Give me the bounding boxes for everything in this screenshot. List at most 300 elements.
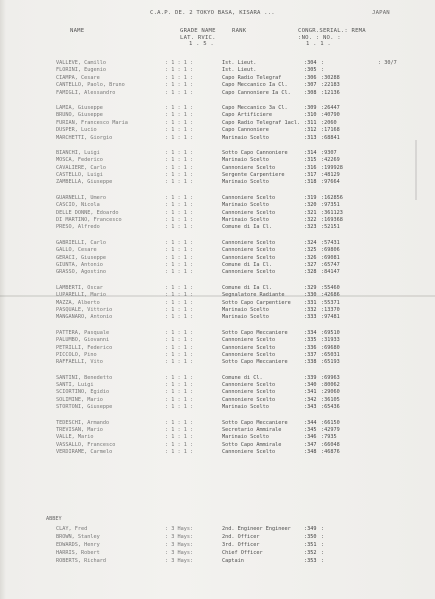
person-name: FLORINI, Eugenio <box>56 67 106 74</box>
abbey-label: ABBEY <box>46 516 62 522</box>
serial-cell: :338 <box>304 359 317 366</box>
grade-cell: : 1 : 1 : <box>165 67 194 74</box>
serial-cell: :336 <box>304 344 317 351</box>
serial-cell: :309 <box>304 104 317 111</box>
serial-cell: :331 <box>304 299 317 306</box>
header <box>0 0 435 60</box>
rank-cell: Cannoniere Scelto <box>222 254 276 261</box>
number-cell: :57431 <box>321 239 340 246</box>
personnel-row <box>0 157 435 164</box>
grade-cell: : 1 : 1 : <box>165 224 194 231</box>
rank-cell: Sergente Carpentiere <box>222 172 285 179</box>
personnel-row <box>0 375 435 382</box>
person-name: DELLE DONNE, Edoardo <box>56 209 119 216</box>
personnel-row <box>0 337 435 344</box>
serial-cell: :347 <box>304 441 317 448</box>
person-name: GABRIELLI, Carlo <box>56 239 106 246</box>
personnel-row <box>0 127 435 134</box>
serial-cell: :341 <box>304 389 317 396</box>
number-cell: : <box>321 542 325 548</box>
rank-cell: Cannoniere Scelto <box>222 382 276 389</box>
personnel-row <box>0 60 435 67</box>
serial-cell: :304 <box>304 60 317 66</box>
grade-cell: : 1 : 1 : <box>165 269 194 276</box>
rank-cell: Marinaio Scelto <box>222 134 269 141</box>
person-name: CIAMPA, Cesare <box>56 74 100 81</box>
rank-cell: Cannoniere Scelto <box>222 389 276 396</box>
grade-cell: : 1 : 1 : <box>165 157 194 164</box>
number-cell: :66048 <box>321 441 340 448</box>
serial-cell: :334 <box>304 329 317 336</box>
serial-cell: :305 <box>304 67 317 74</box>
rank-cell: Captain <box>222 558 244 564</box>
person-name: CANTELLO, Paolo, Bruno <box>56 82 125 89</box>
grade-cell: : 3 Hays: <box>165 558 194 564</box>
personnel-row <box>0 442 435 449</box>
grade-cell: : 1 : 1 : <box>165 112 194 119</box>
person-name: STORTONI, Giuseppe <box>56 404 113 411</box>
number-cell: :55371 <box>321 299 340 306</box>
personnel-row <box>0 352 435 359</box>
personnel-row <box>0 534 435 542</box>
personnel-row <box>0 112 435 119</box>
serial-cell: :318 <box>304 179 317 186</box>
grade-cell: : 1 : 1 : <box>165 261 194 268</box>
serial-cell: :308 <box>304 89 317 96</box>
personnel-row <box>0 307 435 314</box>
grade-cell: : 1 : 1 : <box>165 239 194 246</box>
grade-cell: : 1 : 1 : <box>165 434 194 441</box>
number-cell: :84147 <box>321 269 340 276</box>
person-name: LAMBERTI, Oscar <box>56 284 103 291</box>
number-cell: :55460 <box>321 284 340 291</box>
serial-cell: :324 <box>304 239 317 246</box>
serial-cell: :315 <box>304 157 317 164</box>
personnel-row <box>0 300 435 307</box>
number-cell: :40790 <box>321 112 340 119</box>
grade-cell: : 1 : 1 : <box>165 284 194 291</box>
serial-cell: :345 <box>304 427 317 434</box>
grade-cell: : 1 : 1 : <box>165 337 194 344</box>
person-name: VALLE, Mario <box>56 434 94 441</box>
number-cell: :52151 <box>321 224 340 231</box>
personnel-row <box>0 217 435 224</box>
serial-cell: :344 <box>304 419 317 426</box>
rank-cell: Cannoniere Scelto <box>222 164 276 171</box>
serial-cell: :310 <box>304 112 317 119</box>
personnel-row <box>0 195 435 202</box>
person-name: PALUMBO, Giovanni <box>56 337 110 344</box>
person-name: HARRIS, Robert <box>56 550 100 556</box>
serial-cell: :325 <box>304 247 317 254</box>
grade-cell: : 1 : 1 : <box>165 306 194 313</box>
person-name: TEDESCHI, Armando <box>56 419 110 426</box>
serial-cell: :313 <box>304 134 317 141</box>
personnel-row <box>0 255 435 262</box>
personnel-row <box>0 247 435 254</box>
number-cell: : <box>321 67 325 74</box>
person-name: FAMIGLI, Alessandro <box>56 89 116 96</box>
serial-cell: :342 <box>304 396 317 403</box>
rank-cell: Capo Cannoniere <box>222 127 269 134</box>
column-header-index: 1 . 5 . <box>189 41 214 47</box>
number-cell: :69806 <box>321 247 340 254</box>
serial-cell: :332 <box>304 306 317 313</box>
number-cell: :42979 <box>321 427 340 434</box>
personnel-row <box>0 224 435 231</box>
rank-cell: Capo Meccanico Ia Cl. <box>222 82 288 89</box>
number-cell: :68841 <box>321 134 340 141</box>
number-cell: :97481 <box>321 314 340 321</box>
rank-cell: Segnalatore Radiante <box>222 292 285 299</box>
person-name: PRESO, Alfredo <box>56 224 100 231</box>
number-cell: :199928 <box>321 164 343 171</box>
serial-cell: :314 <box>304 149 317 156</box>
personnel-row <box>0 526 435 534</box>
serial-cell: :350 <box>304 534 317 540</box>
person-name: GUARNELLI, Umero <box>56 194 106 201</box>
personnel-row <box>0 82 435 89</box>
grade-cell: : 3 Hays: <box>165 534 194 540</box>
number-cell: :26447 <box>321 104 340 111</box>
serial-cell: :323 <box>304 224 317 231</box>
rank-cell: Comune di Ia Cl. <box>222 261 272 268</box>
personnel-row <box>0 202 435 209</box>
rank-cell: Capo Radio Telegraf <box>222 74 282 81</box>
person-name: DUSPER, Lucio <box>56 127 97 134</box>
personnel-row <box>0 314 435 321</box>
personnel-row <box>0 558 435 566</box>
personnel-row <box>0 210 435 217</box>
person-name: PICCOLO, Pino <box>56 351 97 358</box>
person-name: BIANCHI, Luigi <box>56 149 100 156</box>
number-cell: :22183 <box>321 82 340 89</box>
rank-cell: Marinaio Scelto <box>222 404 269 411</box>
grade-cell: : 3 Hays: <box>165 550 194 556</box>
personnel-row <box>0 550 435 558</box>
number-cell: :30288 <box>321 74 340 81</box>
document-location: JAPAN <box>372 10 390 16</box>
serial-cell: :311 <box>304 119 317 126</box>
grade-cell: : 1 : 1 : <box>165 449 194 456</box>
serial-cell: :352 <box>304 550 317 556</box>
personnel-row <box>0 262 435 269</box>
rank-cell: Chief Officer <box>222 550 263 556</box>
personnel-row <box>0 389 435 396</box>
grade-cell: : 1 : 1 : <box>165 382 194 389</box>
personnel-row <box>0 449 435 456</box>
grade-cell: : 1 : 1 : <box>165 359 194 366</box>
rank-cell: Ist. Lieut. <box>222 60 257 66</box>
personnel-row <box>0 404 435 411</box>
person-name: DI MARTINO, Francesco <box>56 217 122 224</box>
serial-cell: :317 <box>304 172 317 179</box>
number-cell: : <box>321 534 325 540</box>
personnel-row <box>0 67 435 74</box>
remarks-cell: : 30/7 <box>378 60 397 66</box>
column-header-name: NAME <box>70 28 85 34</box>
rank-cell: Cannoniere Scelto <box>222 239 276 246</box>
personnel-row <box>0 90 435 97</box>
rank-cell: Comune di Cl. <box>222 374 263 381</box>
column-header-rank: RANK <box>232 28 247 34</box>
number-cell: :9307 <box>321 149 337 156</box>
number-cell: :2060 <box>321 119 337 126</box>
person-name: VASSALLO, Francesco <box>56 441 116 448</box>
personnel-row <box>0 420 435 427</box>
number-cell: :48129 <box>321 172 340 179</box>
personnel-row <box>0 120 435 127</box>
person-name: GERACI, Giuseppe <box>56 254 106 261</box>
number-cell: :169368 <box>321 217 343 224</box>
personnel-list <box>0 60 435 457</box>
grade-cell: : 1 : 1 : <box>165 292 194 299</box>
number-cell: :97351 <box>321 202 340 209</box>
personnel-row <box>0 285 435 292</box>
person-name: LUPARELLI, Mario <box>56 292 106 299</box>
rank-cell: Sotto Capo Meccaniere <box>222 359 288 366</box>
rank-cell: Sotto Capo Meccaniere <box>222 329 288 336</box>
number-cell: :29060 <box>321 389 340 396</box>
rank-cell: Cannoniere Scelto <box>222 351 276 358</box>
person-name: FURIAN, Francesco Maria <box>56 119 128 126</box>
person-name: GALLO, Cesare <box>56 247 97 254</box>
personnel-row <box>0 135 435 142</box>
person-name: RAFFAELLI, Vito <box>56 359 103 366</box>
number-cell: :69081 <box>321 254 340 261</box>
serial-cell: :339 <box>304 374 317 381</box>
number-cell: : <box>321 60 325 66</box>
rank-cell: Secretario Ammirale <box>222 427 282 434</box>
person-name: BROWN, Stanley <box>56 534 100 540</box>
person-name: SCIORTINO, Egidio <box>56 389 110 396</box>
number-cell: :65747 <box>321 261 340 268</box>
grade-cell: : 1 : 1 : <box>165 329 194 336</box>
number-cell: :69680 <box>321 344 340 351</box>
rank-cell: Marinaio Scelto <box>222 306 269 313</box>
grade-cell: : 1 : 1 : <box>165 194 194 201</box>
personnel-row <box>0 382 435 389</box>
number-cell: :31933 <box>321 337 340 344</box>
person-name: LAMIA, Giuseppe <box>56 104 103 111</box>
grade-cell: : 1 : 1 : <box>165 74 194 81</box>
serial-cell: :337 <box>304 351 317 358</box>
personnel-row <box>0 542 435 550</box>
grade-cell: : 1 : 1 : <box>165 209 194 216</box>
number-cell: :80062 <box>321 382 340 389</box>
person-name: SOLIMINE, Mario <box>56 396 103 403</box>
column-header-index-2: 1 . 1 . <box>306 41 331 47</box>
number-cell: : <box>321 526 325 532</box>
number-cell: :69510 <box>321 329 340 336</box>
rank-cell: Cannoniere Scelto <box>222 247 276 254</box>
person-name: ZAMBELLA, Giuseppe <box>56 179 113 186</box>
person-name: GIUNTA, Antonio <box>56 261 103 268</box>
rank-cell: Cannoniere Scelto <box>222 337 276 344</box>
rank-cell: Marinaio Scelto <box>222 434 269 441</box>
rank-cell: Sotto Capo Meccaniere <box>222 419 288 426</box>
personnel-row <box>0 292 435 299</box>
number-cell: :65436 <box>321 404 340 411</box>
rank-cell: 2nd. Engineer Engineer <box>222 526 291 532</box>
number-cell: :69963 <box>321 374 340 381</box>
person-name: TREVISAN, Mario <box>56 427 103 434</box>
number-cell: :97664 <box>321 179 340 186</box>
person-name: CAVALIERE, Carlo <box>56 164 106 171</box>
number-cell: :17168 <box>321 127 340 134</box>
person-name: MANGANARO, Antonio <box>56 314 113 321</box>
number-cell: :36105 <box>321 396 340 403</box>
document-title: C.A.P. DE. 2 TOKYO BASA, KISARA ... <box>150 10 275 16</box>
serial-cell: :306 <box>304 74 317 81</box>
grade-cell: : 1 : 1 : <box>165 314 194 321</box>
grade-cell: : 3 Hays: <box>165 542 194 548</box>
grade-cell: : 1 : 1 : <box>165 404 194 411</box>
person-name: MAZZA, Alberto <box>56 299 100 306</box>
number-cell: :46876 <box>321 449 340 456</box>
grade-cell: : 1 : 1 : <box>165 427 194 434</box>
personnel-row <box>0 165 435 172</box>
person-name: SANTI, Luigi <box>56 382 94 389</box>
rank-cell: Marinaio Scelto <box>222 314 269 321</box>
rank-cell: Cannoniere Scelto <box>222 344 276 351</box>
serial-cell: :353 <box>304 558 317 564</box>
person-name: ROBERTS, Richard <box>56 558 106 564</box>
personnel-row <box>0 330 435 337</box>
rank-cell: Cannoniere Scelto <box>222 209 276 216</box>
grade-cell: : 1 : 1 : <box>165 351 194 358</box>
grade-cell: : 1 : 1 : <box>165 82 194 89</box>
personnel-row <box>0 359 435 366</box>
grade-cell: : 1 : 1 : <box>165 119 194 126</box>
rank-cell: 2nd. Officer <box>222 534 260 540</box>
rank-cell: Cannoniere Scelto <box>222 194 276 201</box>
personnel-row <box>0 434 435 441</box>
personnel-row <box>0 397 435 404</box>
person-name: VERDIRAME, Carmelo <box>56 449 113 456</box>
grade-cell: : 1 : 1 : <box>165 419 194 426</box>
grade-cell: : 1 : 1 : <box>165 389 194 396</box>
rank-cell: Capo Meccanico 3a Cl. <box>222 104 288 111</box>
serial-cell: :307 <box>304 82 317 89</box>
rank-cell: Ist. Lieut. <box>222 67 257 74</box>
grade-cell: : 1 : 1 : <box>165 374 194 381</box>
person-name: PASQUALE, Vittorio <box>56 306 113 313</box>
serial-cell: :319 <box>304 194 317 201</box>
rank-cell: Sotto Capo Carpentiere <box>222 299 291 306</box>
personnel-row <box>0 172 435 179</box>
grade-cell: : 1 : 1 : <box>165 149 194 156</box>
number-cell: :13370 <box>321 306 340 313</box>
serial-cell: :322 <box>304 217 317 224</box>
personnel-row <box>0 75 435 82</box>
number-cell: : <box>321 550 325 556</box>
personnel-row <box>0 269 435 276</box>
grade-cell: : 1 : 1 : <box>165 60 194 66</box>
serial-cell: :340 <box>304 382 317 389</box>
grade-cell: : 1 : 1 : <box>165 172 194 179</box>
person-name: GRASSO, Agostino <box>56 269 106 276</box>
serial-cell: :327 <box>304 261 317 268</box>
rank-cell: Marinaio Scelto <box>222 202 269 209</box>
serial-cell: :351 <box>304 542 317 548</box>
serial-cell: :320 <box>304 202 317 209</box>
personnel-row <box>0 105 435 112</box>
column-header-grade-sub: LAT. RVIC. <box>180 35 216 41</box>
grade-cell: : 1 : 1 : <box>165 127 194 134</box>
number-cell: :162856 <box>321 194 343 201</box>
serial-cell: :333 <box>304 314 317 321</box>
rank-cell: Capo Radio Telegraf 1acl. <box>222 119 300 126</box>
person-name: PETRILLI, Federico <box>56 344 113 351</box>
rank-cell: Capo Cannoniere Ia Cl. <box>222 89 291 96</box>
serial-cell: :349 <box>304 526 317 532</box>
grade-cell: : 1 : 1 : <box>165 299 194 306</box>
grade-cell: : 3 Hays: <box>165 526 194 532</box>
number-cell: :12136 <box>321 89 340 96</box>
grade-cell: : 1 : 1 : <box>165 89 194 96</box>
grade-cell: : 1 : 1 : <box>165 202 194 209</box>
serial-cell: :348 <box>304 449 317 456</box>
serial-cell: :335 <box>304 337 317 344</box>
grade-cell: : 1 : 1 : <box>165 134 194 141</box>
number-cell: :65031 <box>321 351 340 358</box>
person-name: MOSCA, Federico <box>56 157 103 164</box>
person-name: MARCHETTI, Giorgio <box>56 134 113 141</box>
rank-cell: Marinaio Scelto <box>222 157 269 164</box>
grade-cell: : 1 : 1 : <box>165 254 194 261</box>
rank-cell: Cannoniere Scelto <box>222 396 276 403</box>
personnel-row <box>0 150 435 157</box>
serial-cell: :343 <box>304 404 317 411</box>
person-name: CASCIO, Nicola <box>56 202 100 209</box>
rank-cell: Marinaio Scelto <box>222 217 269 224</box>
grade-cell: : 1 : 1 : <box>165 441 194 448</box>
serial-cell: :346 <box>304 434 317 441</box>
grade-cell: : 1 : 1 : <box>165 164 194 171</box>
number-cell: :42686 <box>321 292 340 299</box>
personnel-row <box>0 345 435 352</box>
column-header-grade: GRADE NAME <box>180 28 216 34</box>
person-name: BRUNO, Giuseppe <box>56 112 103 119</box>
grade-cell: : 1 : 1 : <box>165 217 194 224</box>
person-name: EDWARDS, Henry <box>56 542 100 548</box>
serial-cell: :326 <box>304 254 317 261</box>
number-cell: :65193 <box>321 359 340 366</box>
grade-cell: : 1 : 1 : <box>165 247 194 254</box>
rank-cell: Comune di Ia Cl. <box>222 224 272 231</box>
rank-cell: Cannoniere Scelto <box>222 449 276 456</box>
serial-cell: :321 <box>304 209 317 216</box>
number-cell: :66150 <box>321 419 340 426</box>
serial-cell: :328 <box>304 269 317 276</box>
grade-cell: : 1 : 1 : <box>165 396 194 403</box>
person-name: SANTINI, Benedetto <box>56 374 113 381</box>
personnel-row <box>0 240 435 247</box>
column-header-serial: CONGR.SERIAL.: REMA <box>298 28 366 34</box>
serial-cell: :329 <box>304 284 317 291</box>
rank-cell: Cannoniere Scelto <box>222 269 276 276</box>
column-header-serial-sub: :NO. : NO. : <box>298 35 341 41</box>
rank-cell: Sotto Capo Cannoniere <box>222 149 288 156</box>
rank-cell: Capo Artificiere <box>222 112 272 119</box>
person-name: VALLEVE, Camillo <box>56 60 106 66</box>
person-name: CASTELLO, Luigi <box>56 172 103 179</box>
grade-cell: : 1 : 1 : <box>165 344 194 351</box>
person-name: CLAY, Fred <box>56 526 88 532</box>
grade-cell: : 1 : 1 : <box>165 179 194 186</box>
person-name: PATTERA, Pasquale <box>56 329 110 336</box>
